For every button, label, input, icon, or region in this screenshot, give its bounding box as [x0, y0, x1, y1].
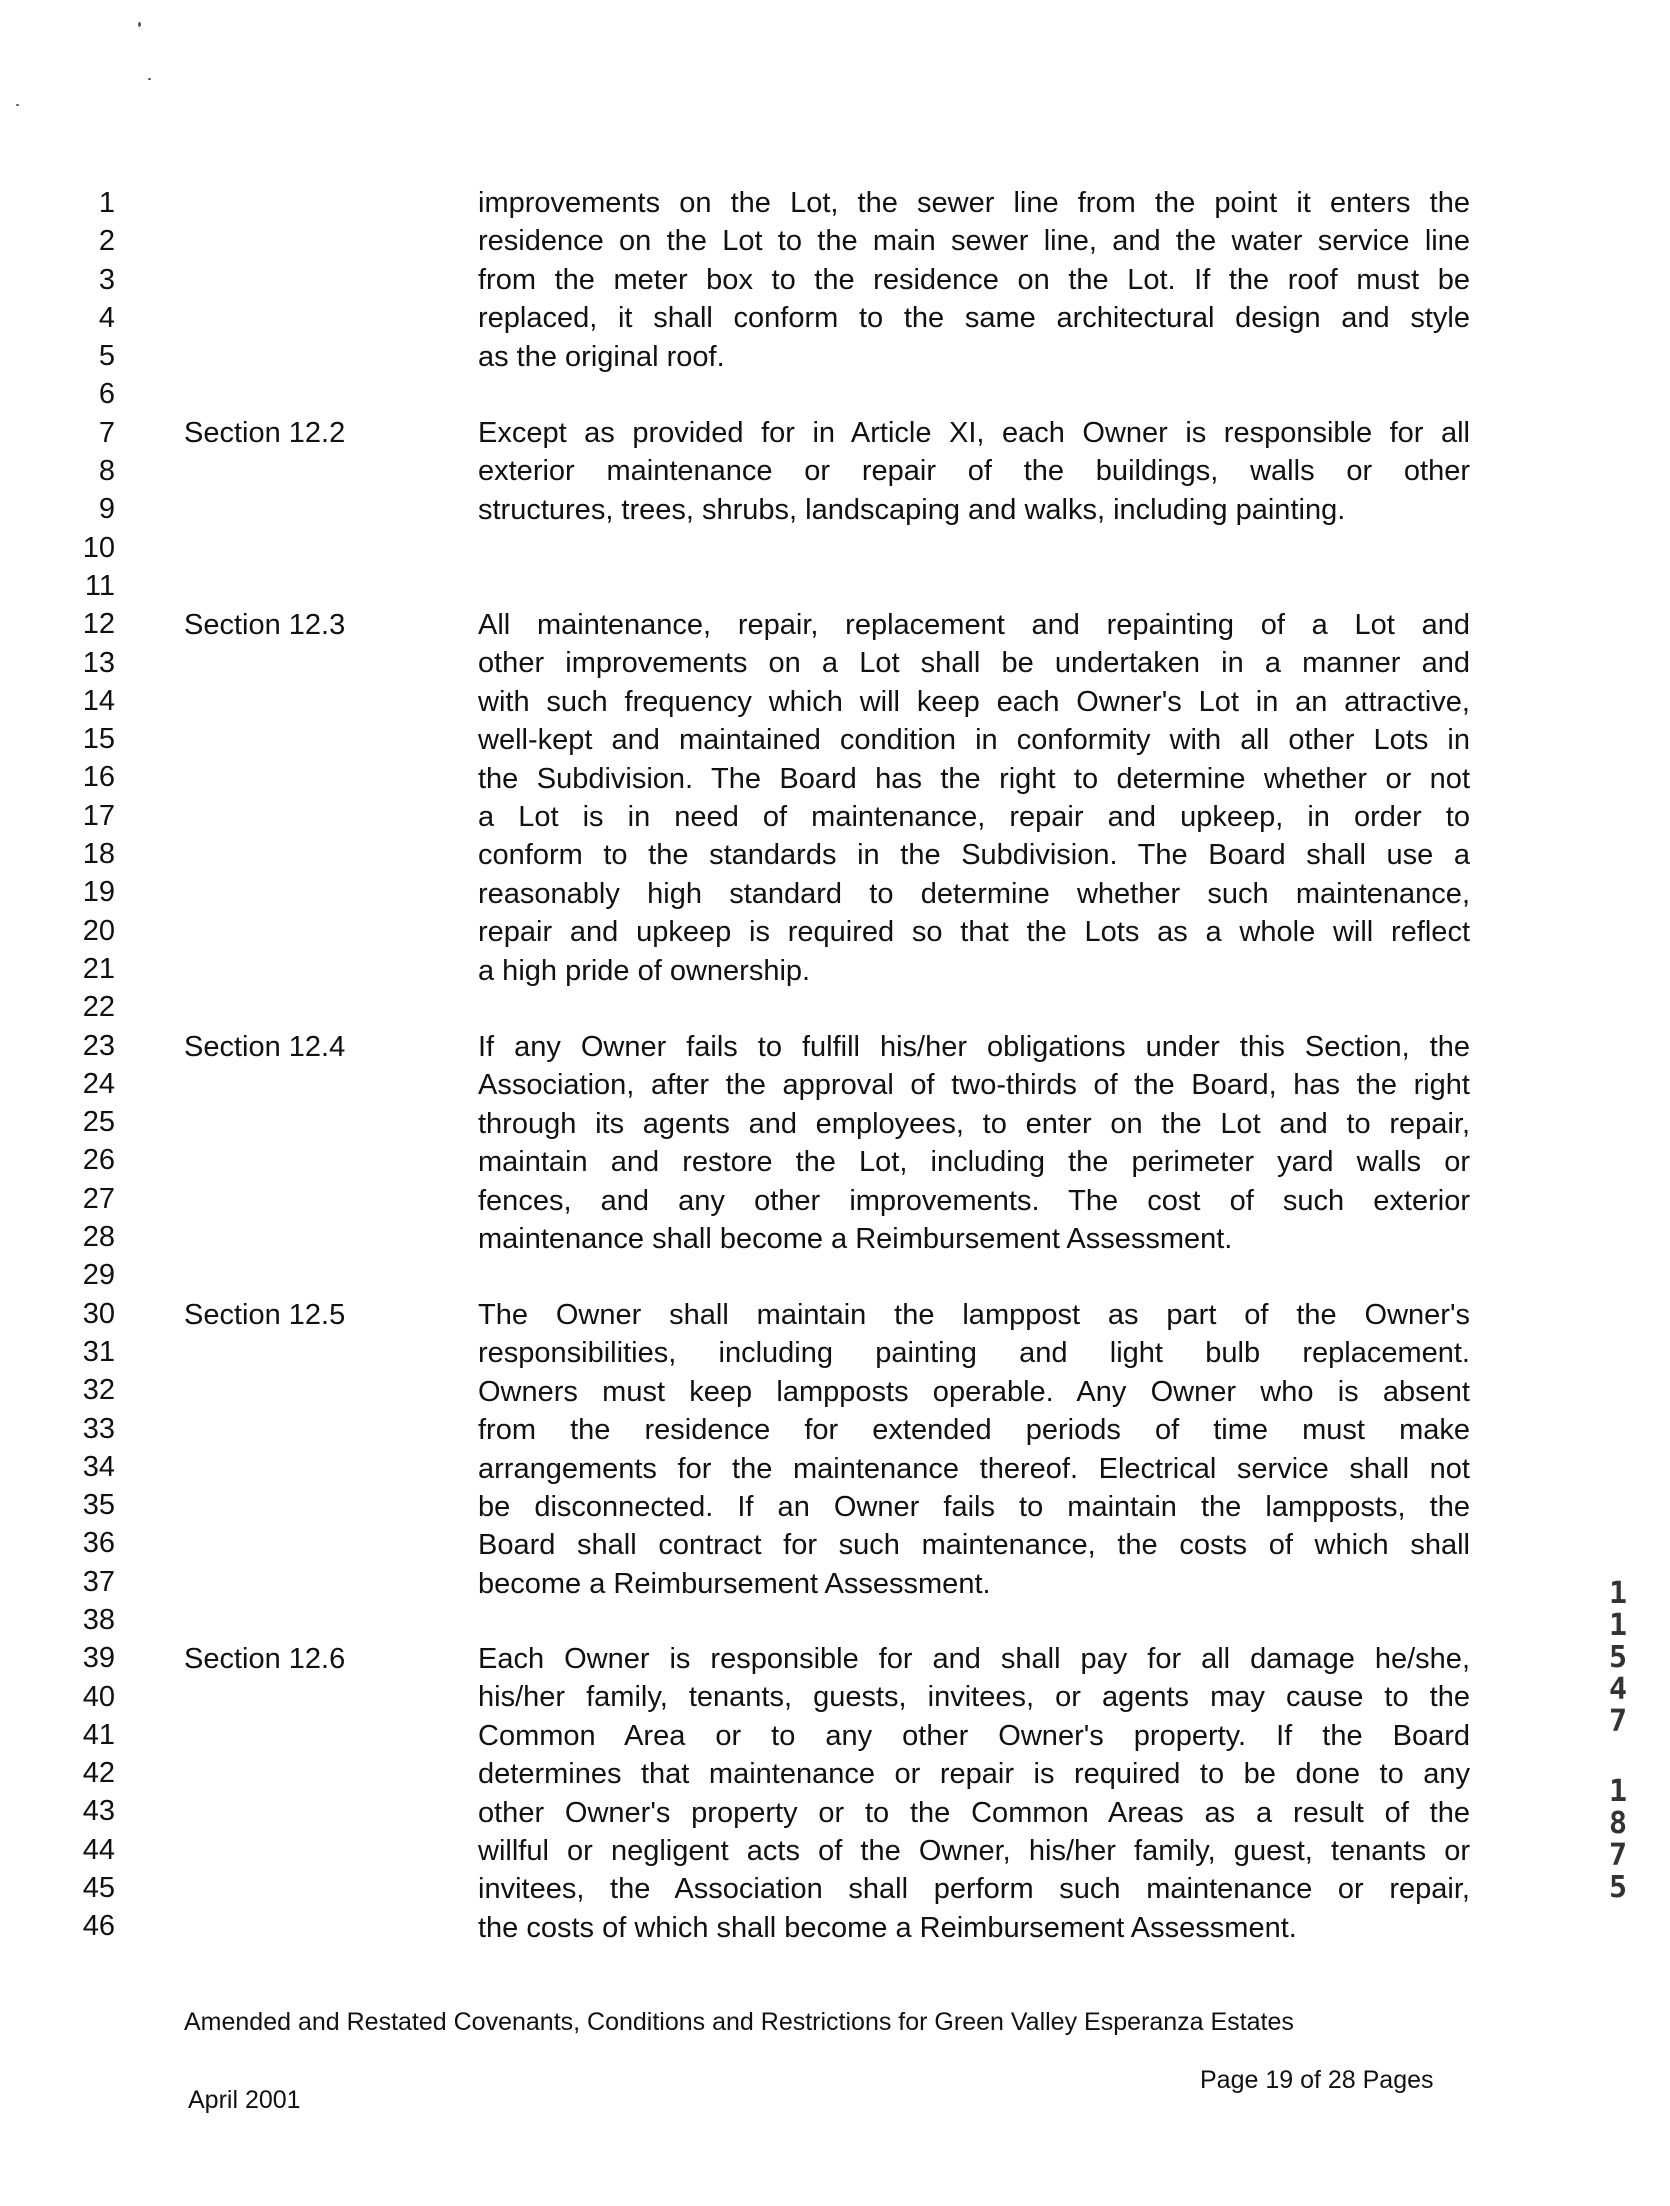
line-number: 36: [82, 1527, 115, 1560]
line-number: 18: [82, 838, 115, 871]
line-number: 8: [98, 455, 115, 488]
text-line: If any Owner fails to fulfill his/her obligations under this Section, the: [478, 1031, 1470, 1063]
continued-paragraph: [478, 184, 1470, 376]
text-line: exterior maintenance or repair of the buildings, walls or other: [478, 455, 1470, 488]
scan-speck: [138, 22, 141, 27]
line-number: 24: [82, 1067, 115, 1100]
text-line: arrangements for the maintenance thereof. Electrical service shall not: [478, 1452, 1470, 1485]
line-number: 46: [82, 1910, 115, 1943]
line-number: 25: [82, 1106, 115, 1139]
line-number: 7: [98, 416, 115, 449]
line-number: 6: [98, 378, 115, 411]
footer-page-number: Page 19 of 28 Pages: [1200, 2066, 1434, 2094]
line-number: 34: [82, 1450, 115, 1483]
text-line: the Subdivision. The Board has the right to determine whether or not: [478, 762, 1470, 795]
line-number: 37: [82, 1565, 115, 1598]
section-12-3-text: [478, 606, 1470, 990]
text-line: Except as provided for in Article XI, each Owner is responsible for all: [478, 417, 1470, 449]
section-label-12-6: Section 12.6: [184, 1643, 346, 1675]
text-line: conform to the standards in the Subdivision. The Board shall use a: [478, 839, 1470, 872]
section-label-12-5: Section 12.5: [184, 1299, 346, 1331]
line-number: 39: [82, 1642, 115, 1675]
text-line: other Owner's property or to the Common Areas as a result of the: [478, 1796, 1470, 1829]
line-number: 16: [82, 761, 115, 794]
section-label-12-2: Section 12.2: [184, 417, 346, 449]
text-line: from the meter box to the residence on the Lot. If the roof must be: [478, 263, 1470, 296]
text-line: other improvements on a Lot shall be undertaken in a manner and: [478, 647, 1470, 680]
text-line: residence on the Lot to the main sewer line, and the water service line: [478, 225, 1470, 258]
scan-speck: [148, 78, 151, 80]
line-number: 43: [82, 1795, 115, 1828]
text-line: replaced, it shall conform to the same architectural design and style: [478, 302, 1470, 335]
stamp-digit: 1: [1608, 1576, 1628, 1611]
line-number: 11: [84, 569, 115, 602]
line-number: 27: [82, 1182, 115, 1215]
stamp-digit: 1: [1608, 1608, 1628, 1643]
section-label-12-4: Section 12.4: [184, 1031, 346, 1063]
line-number: 13: [82, 646, 115, 679]
stamp-digit: 4: [1608, 1672, 1628, 1707]
text-line: Owners must keep lampposts operable. Any Owner who is absent: [478, 1375, 1470, 1408]
text-line: repair and upkeep is required so that the Lots as a whole will reflect: [478, 916, 1470, 949]
section-label-12-3: Section 12.3: [184, 609, 346, 641]
line-number: 29: [82, 1259, 115, 1292]
text-line: Board shall contract for such maintenance, the costs of which shall: [478, 1529, 1470, 1562]
line-number: 28: [82, 1221, 115, 1254]
line-number: 40: [82, 1680, 115, 1713]
stamp-gap: [1604, 1738, 1632, 1776]
line-number: 4: [98, 301, 115, 334]
line-number: 23: [82, 1029, 115, 1062]
line-number: 19: [82, 876, 115, 909]
line-number: 20: [82, 914, 115, 947]
section-12-2-text: [478, 414, 1470, 529]
text-line: Association, after the approval of two-thirds of the Board, has the right: [478, 1069, 1470, 1102]
text-line: Each Owner is responsible for and shall pay for all damage he/she,: [478, 1643, 1470, 1675]
text-line: maintain and restore the Lot, including the perimeter yard walls or: [478, 1146, 1470, 1179]
footer-document-title: Amended and Restated Covenants, Conditions and Restrictions for Green Valley Esperanza Estates: [184, 2008, 1294, 2036]
line-number: 31: [82, 1335, 115, 1368]
line-number: 35: [82, 1489, 115, 1522]
text-line: maintenance shall become a Reimbursement Assessment.: [478, 1223, 1233, 1256]
line-number: 26: [82, 1144, 115, 1177]
text-line: through its agents and employees, to enter on the Lot and to repair,: [478, 1107, 1470, 1140]
line-number: 41: [82, 1718, 115, 1751]
text-line: improvements on the Lot, the sewer line from the point it enters the: [478, 187, 1470, 219]
line-number: 21: [82, 952, 115, 985]
text-line: willful or negligent acts of the Owner, his/her family, guest, tenants or: [478, 1835, 1470, 1868]
text-line: All maintenance, repair, replacement and repainting of a Lot and: [478, 609, 1470, 641]
line-number: 9: [98, 493, 115, 526]
section-12-4-text: [478, 1028, 1470, 1258]
text-line: The Owner shall maintain the lamppost as part of the Owner's: [478, 1299, 1470, 1331]
line-number: 22: [82, 991, 115, 1024]
text-line: structures, trees, shrubs, landscaping and walks, including painting.: [478, 493, 1346, 526]
line-number: 38: [82, 1603, 115, 1636]
line-number: 33: [82, 1412, 115, 1445]
text-line: become a Reimbursement Assessment.: [478, 1567, 991, 1600]
stamp-digit: 7: [1608, 1704, 1628, 1739]
section-12-5-text: [478, 1296, 1470, 1603]
line-number: 10: [82, 531, 115, 564]
line-number: 12: [82, 608, 115, 641]
text-line: a Lot is in need of maintenance, repair and upkeep, in order to: [478, 801, 1470, 834]
line-number-column: [60, 184, 115, 1946]
text-line: reasonably high standard to determine whether such maintenance,: [478, 877, 1470, 910]
line-number: 1: [98, 187, 115, 219]
text-line: a high pride of ownership.: [478, 954, 811, 987]
text-line: invitees, the Association shall perform such maintenance or repair,: [478, 1873, 1470, 1906]
line-number: 2: [98, 225, 115, 258]
footer-date: April 2001: [188, 2086, 301, 2114]
line-number: 44: [82, 1833, 115, 1866]
section-12-6-text: [478, 1640, 1470, 1947]
text-line: be disconnected. If an Owner fails to maintain the lampposts, the: [478, 1491, 1470, 1524]
text-line: Common Area or to any other Owner's property. If the Board: [478, 1719, 1470, 1752]
stamp-digit: 5: [1608, 1870, 1628, 1905]
scan-speck: [16, 104, 19, 106]
recording-stamp: [1604, 1578, 1632, 1904]
line-number: 42: [82, 1757, 115, 1790]
line-number: 45: [82, 1872, 115, 1905]
text-line: responsibilities, including painting and light bulb replacement.: [478, 1337, 1470, 1370]
text-line: the costs of which shall become a Reimbursement Assessment.: [478, 1911, 1297, 1944]
line-number: 30: [82, 1297, 115, 1330]
stamp-digit: 5: [1608, 1640, 1628, 1675]
text-line: with such frequency which will keep each Owner's Lot in an attractive,: [478, 685, 1470, 718]
stamp-digit: 8: [1608, 1806, 1628, 1841]
line-number: 17: [82, 799, 115, 832]
stamp-digit: 1: [1608, 1774, 1628, 1809]
text-line: determines that maintenance or repair is required to be done to any: [478, 1758, 1470, 1791]
text-line: from the residence for extended periods of time must make: [478, 1414, 1470, 1447]
line-number: 3: [98, 263, 115, 296]
text-line: well-kept and maintained condition in conformity with all other Lots in: [478, 724, 1470, 757]
line-number: 15: [82, 723, 115, 756]
text-line: as the original roof.: [478, 340, 725, 373]
stamp-digit: 7: [1608, 1838, 1628, 1873]
line-number: 5: [98, 340, 115, 373]
line-number: 32: [82, 1374, 115, 1407]
text-line: fences, and any other improvements. The cost of such exterior: [478, 1184, 1470, 1217]
text-line: his/her family, tenants, guests, invitees, or agents may cause to the: [478, 1681, 1470, 1714]
line-number: 14: [82, 684, 115, 717]
